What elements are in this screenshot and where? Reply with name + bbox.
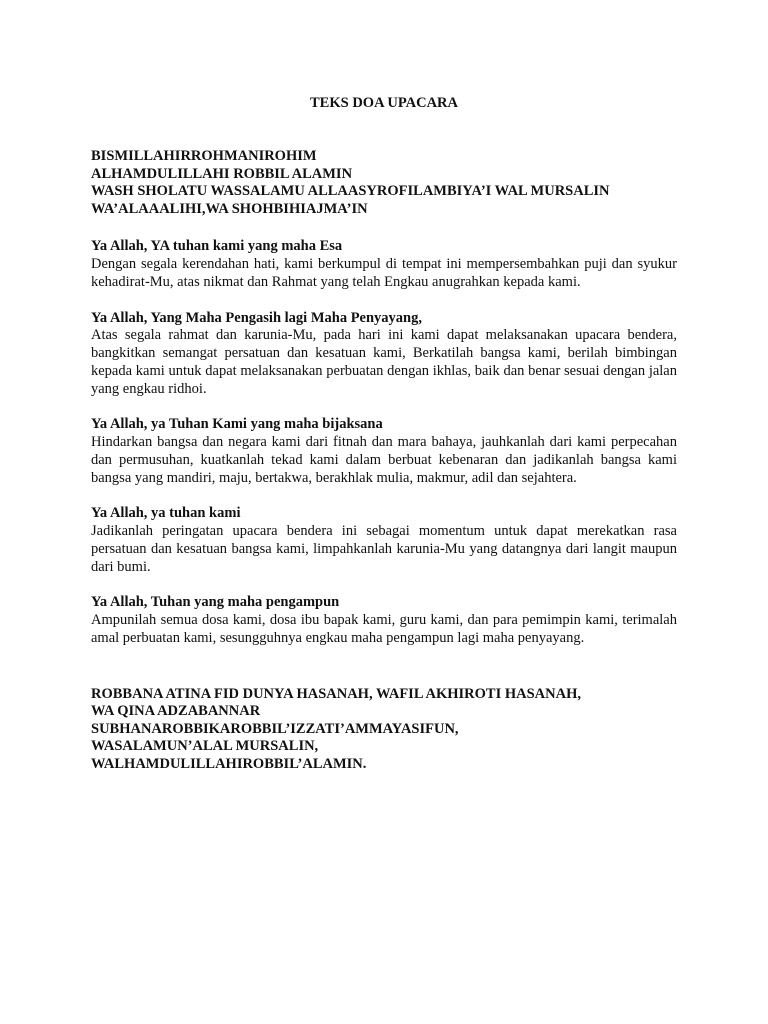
section-heading: Ya Allah, ya tuhan kami — [91, 505, 241, 522]
section-heading: Ya Allah, YA tuhan kami yang maha Esa — [91, 238, 343, 255]
opening-line: BISMILLAHIRROHMANIROHIM — [91, 148, 317, 164]
section-body: Jadikanlah peringatan upacara bendera ini sebagai momentum untuk dapat merekatkan rasa persatuan dan kesatuan bangsa kami, limpahkanlah karunia-Mu yang datangnya dari langit maupun dari bumi. — [91, 522, 677, 575]
prayer-section — [91, 416, 677, 487]
closing-prayer — [91, 686, 677, 774]
section-body: Atas segala rahmat dan karunia-Mu, pada hari ini kami dapat melaksanakan upacara bendera, bangkitkan semangat persatuan dan kesatuan kami, Berkatilah bangsa kami, berilah bimbingan kepada kami untuk dapat melaksanakan perbuatan dengan ikhlas, baik dan benar sesuai dengan jalan yang engkau ridhoi. — [91, 327, 677, 397]
prayer-section — [91, 505, 677, 576]
prayer-section — [91, 594, 677, 647]
document-title: TEKS DOA UPACARA — [310, 95, 458, 111]
closing-line: WALHAMDULILLAHIROBBIL’ALAMIN. — [91, 755, 367, 772]
opening-prayer — [91, 148, 677, 218]
opening-line: ALHAMDULILLAHI ROBBIL ALAMIN — [91, 165, 353, 182]
section-heading: Ya Allah, ya Tuhan Kami yang maha bijaksana — [91, 416, 383, 433]
prayer-section — [91, 310, 677, 399]
closing-line: SUBHANAROBBIKAROBBIL’IZZATI’AMMAYASIFUN, — [91, 720, 459, 737]
section-body: Ampunilah semua dosa kami, dosa ibu bapak kami, guru kami, dan para pemimpin kami, terimalah amal perbuatan kami, sesungguhnya engkau maha pengampun lagi maha penyayang. — [91, 611, 677, 646]
closing-line: WA QINA ADZABANNAR — [91, 703, 261, 720]
closing-line: WASALAMUN’ALAL MURSALIN, — [91, 738, 319, 755]
section-body: Hindarkan bangsa dan negara kami dari fitnah dan mara bahaya, jauhkanlah dari kami perpecahan dan permusuhan, kuatkanlah tekad kami dalam berbuat kebenaran dan jadikanlah bangsa kami bangsa yang mandiri, maju, bertakwa, berakhlak mulia, makmur, adil dan sejahtera. — [91, 433, 677, 486]
section-heading: Ya Allah, Yang Maha Pengasih lagi Maha Penyayang, — [91, 309, 422, 326]
closing-line: ROBBANA ATINA FID DUNYA HASANAH, WAFIL AKHIROTI HASANAH, — [91, 685, 582, 702]
opening-line: WA’ALAAALIHI,WA SHOHBIHIAJMA’IN — [91, 200, 368, 217]
prayer-section — [91, 238, 677, 291]
section-body: Dengan segala kerendahan hati, kami berkumpul di tempat ini mempersembahkan puji dan syukur kehadirat-Mu, atas nikmat dan Rahmat yang telah Engkau anugrahkan kepada kami. — [91, 255, 677, 290]
section-heading: Ya Allah, Tuhan yang maha pengampun — [91, 594, 340, 611]
opening-line: WASH SHOLATU WASSALAMU ALLAASYROFILAMBIYA’I WAL MURSALIN — [91, 183, 610, 200]
